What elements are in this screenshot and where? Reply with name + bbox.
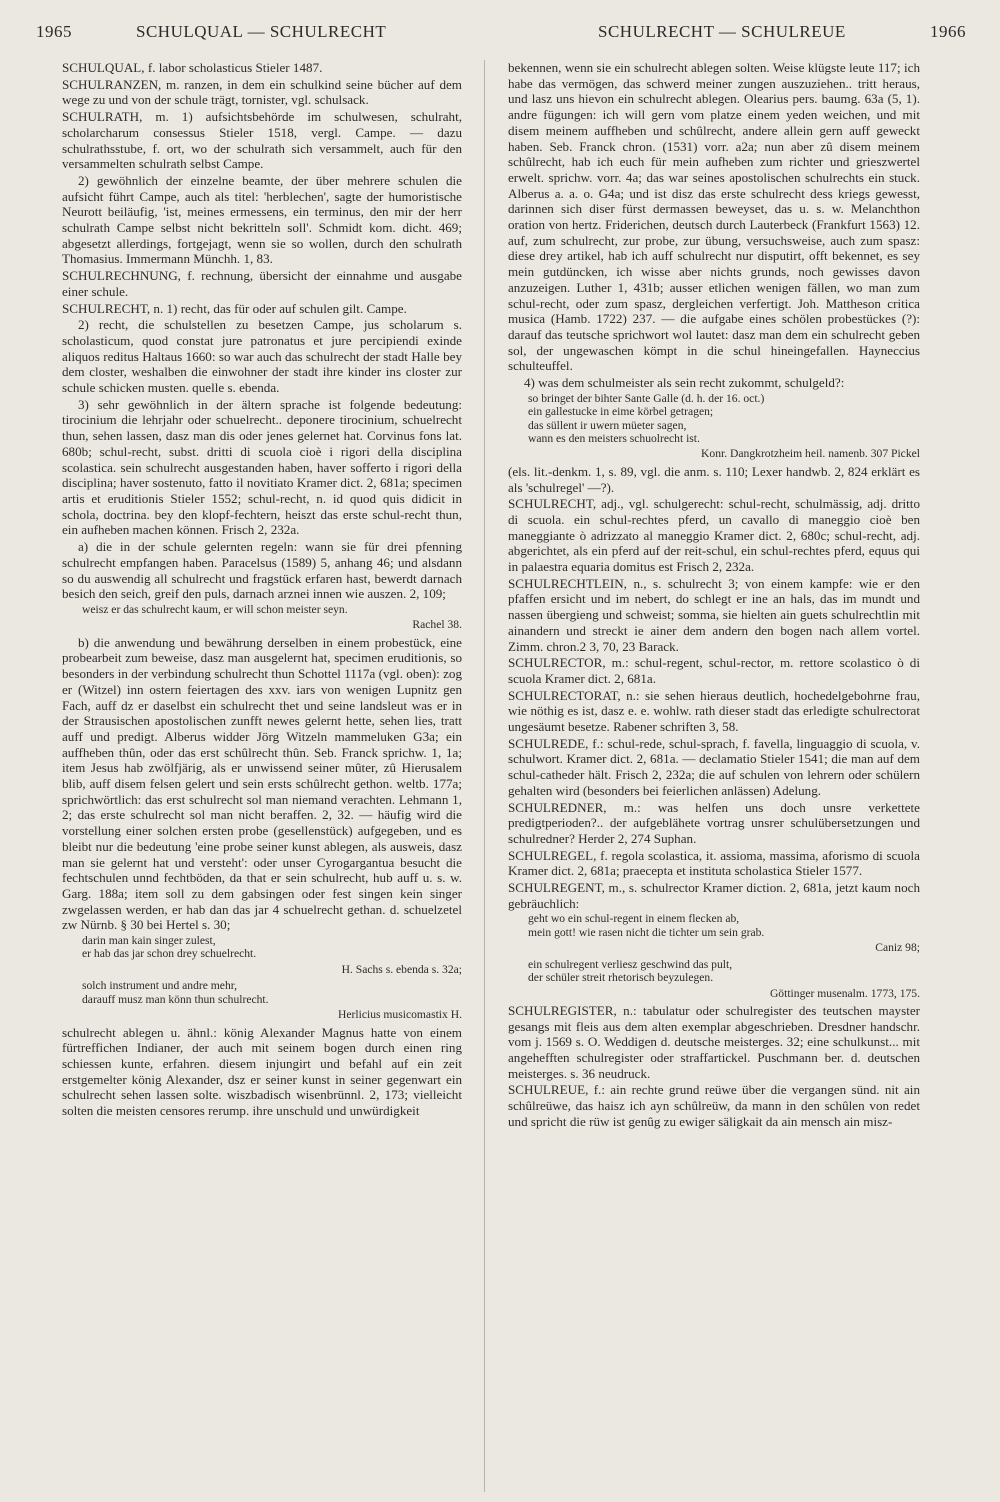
running-head-left: SCHULQUAL — SCHULRECHT (136, 22, 387, 41)
running-head-right: SCHULRECHT — SCHULREUE (598, 22, 846, 41)
dictionary-entry: SCHULRANZEN, m. ranzen, in dem ein schulkind seine bücher auf dem wege zu und von der schule trägt, tornister, vgl. schulsack. (62, 76, 462, 108)
entry-subsense: a) die in der schule gelernten regeln: wann sie für drei pfenning schulrecht empfangen haben. Paracelsus (1589) 5, anhang 46; und alsdann so du auswendig all schulrecht und fragstück erfaren hast, bewerdt darnach besich den seich, greif den puls, darnach arznei innen wie auszen. 2, 109; (62, 539, 462, 602)
entry-subsense: 4) was dem schulmeister als sein recht zukommt, schulgeld?: (524, 375, 845, 391)
dictionary-entry: SCHULRECHNUNG, f. rechnung, übersicht der einnahme und ausgabe einer schule. (62, 268, 462, 299)
entry-subsense: 3) sehr gewöhnlich in der ältern sprache ist folgende bedeutung: tirocinium die lehrjahr oder schuelrecht.. deponere tirocinium, schuelrecht thun, sehen lassen, dasz man dis oder jenes gelernet hat. Corvinus fons lat. 680b; schul-recht, subst. dritti di scuola cioè i rigori della disciplina scolastica. sein schulrecht ausgestanden haben, haver sofferto i rigori della disciplina; haver sostenuto, fatto il novitiato Kramer dict. 2, 681a; specimen artis et eruditionis Stieler 1552; schul-recht, n. id quod quis didicit in schola, doctrina. bey den klopf-fechtern, heiszt das erste schul-recht thun, ein aufheben machen können. Frisch 2, 232a. (62, 396, 462, 538)
dictionary-entry: SCHULRECHT, adj., vgl. schulgerecht: schul-recht, schulmässig, adj. dritto di scuola. ein schul-rechtes pferd, un cavallo di maneggio cioè ben maneggiante ò adrizzato al maneggio Kramer dict. 2, 680c; schul-recht, adj. abgerichtet, als ein pferd auf der reit-schul, ein schul-rechtes pferd, equus qui in palaestra equaria domitus est Frisch 2, 232a. (508, 496, 920, 575)
verse-quotation: geht wo ein schul-regent in einem flecken ab, mein gott! wie rasen nicht die tichter um sein grab. (528, 912, 765, 939)
verse-quotation: weisz er das schulrecht kaum, er will schon meister seyn. (82, 602, 348, 616)
column-divider (484, 60, 485, 1492)
dictionary-entry: SCHULREDE, f.: schul-rede, schul-sprach, f. favella, linguaggio di scuola, v. schulwort. Kramer dict. 2, 681a. — declamatio Stieler 1541; die man auf dem schul-catheder hält. Frisch 2, 232a; die auf schulen von lehrern oder schülern gehalten wird (besonders bei feierlichen anlässen) Adelung. (508, 735, 920, 798)
quotation-source: Caniz 98; (875, 941, 920, 955)
page-header (36, 22, 966, 52)
dictionary-entry: SCHULRATH, m. 1) aufsichtsbehörde im schulwesen, schulraht, scholarcharum consessus Stieler 1518, vergl. Campe. — dazu schulrathsstube, f. ort, wo der schulrath sich versammelt, auch für den versammelten schulrath selbst Campe. (62, 109, 462, 172)
page-number-right: 1966 (930, 22, 966, 41)
quotation-source: Konr. Dangkrotzheim heil. namenb. 307 Pickel (701, 447, 920, 461)
dictionary-entry: SCHULREDNER, m.: was helfen uns doch unsre verkettete predigtperioden?.. der aufgeblähete vortrag unsrer schulübersetzungen und schulredner? Herder 2, 274 Suphan. (508, 799, 920, 846)
dictionary-entry: SCHULREUE, f.: ain rechte grund reüwe über die vergangen sünd. nit ain schûlreüwe, das haisz ich ayn schûlreüw, da mann in den schûlen von redet und spricht die rüw ist genûg zu ewiger säligkait da ain mensch ain misz- (508, 1082, 920, 1129)
quotation-source: H. Sachs s. ebenda s. 32a; (341, 962, 462, 976)
dictionary-entry: SCHULQUAL, f. labor scholasticus Stieler 1487. (62, 60, 323, 75)
left-column (62, 60, 462, 1492)
quotation-source: Göttinger musenalm. 1773, 175. (769, 986, 920, 1000)
dictionary-entry: SCHULRECHTLEIN, n., s. schulrecht 3; von einem kampfe: wie er den pfaffen ersicht und im nebert, do schlegt er ine an hals, das im mundt und nassen übergieng und schweist; somma, sie hielten ain guets schulrechtlin mit ainandern und streckt ie ainer dem andern den bogen nach allem vortel. Zimm. chron.2 3, 70, 23 Barack. (508, 575, 920, 654)
dictionary-entry: SCHULREGISTER, n.: tabulatur oder schulregister des teutschen mayster gesangs mit fleis aus dem alten exemplar abgeschrieben. Dresdner handschr. vom j. 1569 s. O. Weddigen d. deutsche meisterges. 32; eine schulkunst... mit angehefften schulregister oder straffartickel. Puschmann ber. d. deutschen meisterges. s. 36 neudruck. (508, 1002, 920, 1081)
verse-quotation: solch instrument und andre mehr, darauff musz man könn thun schulrecht. (82, 979, 269, 1006)
quotation-source: Rachel 38. (412, 618, 462, 632)
dictionary-entry: SCHULRECTOR, m.: schul-regent, schul-rector, m. rettore scolastico ò di scuola Kramer dict. 2, 681a. (508, 655, 920, 686)
entry-subsense: 2) gewöhnlich der einzelne beamte, der über mehrere schulen die aufsicht führt Campe, auch als titel: 'herblechen', sagte der humoristische Neurott beiläufig, 'ist, meines ermessens, ein terminus, den mir der herr schulrath Campe selbst nicht bekritteln soll'. Schmidt kom. dicht. 469; abgesetzt allerdings, fortgejagt, wenn sie so wollen, durch den schulrath Thomasius. Immermann Münchh. 1, 83. (62, 172, 462, 267)
entry-subsense: b) die anwendung und bewährung derselben in einem probestück, eine probearbeit zum beweise, dasz man ausgelernt hat, specimen eruditionis, so besonders in der verbindung schulrecht thun Schottel 1117a (vgl. oben): zog er (Witzel) inn ostern feiertagen des xxv. iars von wenigen Lupnitz gen Fach, auff dz er daselbst ein schulrecht thet und seine landsleut was er in der Strausischen apostolischen zunfft newes gelernt hette, sehen lies, tratt auff und predigt. Alberus widder Jörg Witzeln mammeluken G3a; ein auffheben thûn, oder das erst schûlrecht thûn. Seb. Franck sprichw. 1, 1a; item Jesus hab zwölfjärig, als er unwissend seiner mûter, zû Hierusalem blib, auff disem felsen gelert und sein ersts schûlrecht gethon. weltb. 177a; sprichwörtlich: das erst schulrecht sol man niemand verachten. Lehmann 1, 2; das erste schulrecht sol man nicht beraffen. 2, 32. — häufig wird die vorstellung einer solchen ersten probe (gesellenstück) aufgegeben, und es bleibt nur die bedeutung 'eine probe seiner kunst ablegen, als ausweis, dasz man sie gelernt hat und versteht': oder unser Cyrogargantua besucht die fechtschulen unnd fechtböden, da that er sein schulrecht, hub auff u. s. w. Garg. 188a; item soll zu dem gabsingen oder fest singen kein singer zwgelassen werden, er hab dan das jar 4 schuelrecht gethan. d. schuelzetel zw Nürnb. § 30 bei Hertel s. 30; (62, 634, 462, 933)
quotation-source: Herlicius musicomastix H. (338, 1008, 462, 1022)
right-column (508, 60, 920, 1492)
dictionary-entry: SCHULREGENT, m., s. schulrector Kramer diction. 2, 681a, jetzt kaum noch gebräuchlich: (508, 880, 920, 911)
entry-subsense: 2) recht, die schulstellen zu besetzen Campe, jus scholarum s. scholasticum, quod constat jure patronatus et jure percipiendi exinde aliquos reditus Haltaus 1660: so war auch das schulrecht der stadt Halle bey dem closter, weshalben die einwohner der stadt ihre kinder ins closter zur schule schicken musten. quelle s. ebenda. (62, 317, 462, 396)
dictionary-entry: (els. lit.-denkm. 1, s. 89, vgl. die anm. s. 110; Lexer handwb. 2, 824 erklärt es als 'schulregel' —?). (508, 463, 920, 495)
verse-quotation: so bringet der bihter Sante Galle (d. h. der 16. oct.) ein gallestucke in eime körbel getragen; das süllent ir uwern müeter sagen, wann es den meisters schuolrecht ist. (528, 391, 765, 445)
dictionary-entry: schulrecht ablegen u. ähnl.: könig Alexander Magnus hatte von einem fürtreffichen Indianer, der auch mit seinem bogen durch einen ring schiessen kunte, erfahren. diesem injungirt und befahl auf ein zeit erstgemelter könig Alexander, dsz er seiner kunst in seiner gegenwart ein schulrecht sehen lassen solte. wiszbadisch wisenbrünnl. 2, 173; vielleicht solten die meisten censores rerump. ihre unschuld und unwürdigkeit (62, 1024, 462, 1119)
page-number-left: 1965 (36, 22, 72, 41)
dictionary-entry: bekennen, wenn sie ein schulrecht ablegen solten. Weise klügste leute 117; ich habe das vermögen, das schwerd meiner zungen auszuziehen.. tritt heraus, und lasz uns hievon ein schulrecht ablegen. Olearius pers. baumg. 63a (5, 1). andre fügungen: ich will gern vom platze einem yeden weichen, und mit disem meinem auffheben und schûlrecht, andere allein gern auff geweckt haben. Seb. Franck chron. (1531) vorr. a2a; nun aber zû disem meinem schûlrecht, hab ich euch für mein aufheben zum richter und grieszwertel erwelt. sprichw. vorr. 4a; das war seines apostolischen schulrechts ein stuck. Alberus a. a. o. G4a; und ist disz das erste schulrecht dess kriegs gewesst, darinnen sich diser fürst dermassen beweyset, das u. s. w. Melanchthon oration von hertz. Friderichen, deutsch durch Lauterbeck (Frankfurt 1563) 12. auf, zum schulrecht, zur probe, zur übung, versuchsweise, auch zum spasz: diese drey artikel, hab ich auff schulrecht nur disputirt, offt bekennet, es sey mein gutdüncken, ich wisse aber nichts grunds, noch gewisses davon anzuzeigen. Luther 1, 431b; ausser etlichen wenigen fällen, wo man zum schul-recht, oder zum spasz, dergleichen verfertigt. Joh. Mattheson critica musica (Hamb. 1722) 237. — die aufgabe eines schölen probestückes (?): darauf das teutsche sprichwort wol lautet: dasz man dem ein schulrecht geben sol, der ungewaschen kömpt in die schul hineingefallen. Hayneccius schulteuffel. (508, 60, 920, 374)
dictionary-entry: SCHULREGEL, f. regola scolastica, it. assioma, massima, aforismo di scuola Kramer dict. 2, 681a; praecepta et instituta scholastica Stieler 1577. (508, 847, 920, 879)
dictionary-entry: SCHULRECHT, n. 1) recht, das für oder auf schulen gilt. Campe. (62, 300, 407, 316)
verse-quotation: ein schulregent verliesz geschwind das pult, der schüler streit rhetorisch beyzulegen. (528, 957, 733, 985)
verse-quotation: darin man kain singer zulest, er hab das jar schon drey schuelrecht. (82, 934, 257, 961)
dictionary-entry: SCHULRECTORAT, n.: sie sehen hieraus deutlich, hochedelgebohrne frau, wie nöthig es ist, dasz e. e. wohlw. rath dieser stadt das erledigte schulrectorat ungesäumt besetze. Rabener schriften 3, 58. (508, 687, 920, 735)
